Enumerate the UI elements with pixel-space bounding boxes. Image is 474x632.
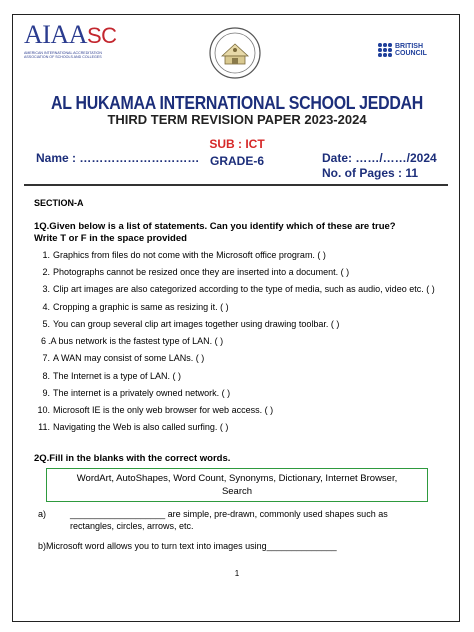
statement-number: 6 (40, 336, 46, 347)
statement-text[interactable]: .A bus network is the fastest type of LAN. ( ) (48, 336, 224, 347)
statement-text[interactable]: Graphics from files do not come with the Microsoft office program. ( ) (53, 250, 326, 260)
grade-label: GRADE-6 (209, 154, 264, 168)
aiaasc-logo-suffix: SC (87, 23, 117, 48)
statement-number: 9. (42, 387, 50, 398)
question-1-title-line2: Write T or F in the space provided (34, 233, 187, 244)
british-council-logo (378, 40, 448, 60)
statement-item (34, 336, 454, 347)
statement-number: 10. (37, 404, 50, 415)
fill-a-label: a) (38, 509, 47, 519)
statement-text[interactable]: You can group several clip art images together using drawing toolbar. ( ) (53, 319, 340, 330)
question-2-title: 2Q.Fill in the blanks with the correct words. (34, 453, 231, 464)
statement-item (34, 319, 454, 330)
statement-item (34, 302, 454, 313)
statement-text[interactable]: The Internet is a type of LAN. ( ) (53, 370, 182, 381)
statement-text[interactable]: Microsoft IE is the only web browser for web access. ( ) (53, 404, 274, 415)
statement-list (34, 250, 454, 439)
statement-item (34, 353, 454, 364)
school-name: AL HUKAMAA INTERNATIONAL SCHOOL JEDDAH (50, 92, 424, 113)
word-bank-box (46, 468, 428, 502)
statement-text[interactable]: A WAN may consist of some LANs. ( ) (53, 353, 205, 364)
aiaasc-logo-subtitle-2: ASSOCIATION OF SCHOOLS AND COLLEGES (24, 55, 102, 60)
paper-title: THIRD TERM REVISION PAPER 2023-2024 (107, 112, 367, 127)
statement-number: 11. (38, 421, 50, 432)
statement-item (34, 422, 454, 433)
aiaasc-logo-subtitle-1: AMERICAN INTERNATIONAL ACCREDITATION (24, 51, 102, 55)
statement-item (34, 267, 454, 278)
statement-number: 8. (42, 370, 50, 381)
question-1-title-line1: 1Q.Given below is a list of statements. Can you identify which of these are true? (34, 221, 396, 232)
statement-number: 2. (42, 267, 50, 278)
british-council-line2: COUNCIL (395, 50, 427, 57)
british-council-line1: BRITISH (395, 42, 423, 50)
aiaasc-logo (24, 22, 134, 72)
fill-a-line1: ___________________ are simple, pre-drawn, commonly used shapes such as (70, 509, 388, 519)
statement-number: 5. (42, 319, 50, 330)
school-seal-icon (208, 26, 262, 80)
name-field[interactable]: Name : ………………………… (36, 151, 200, 165)
statement-number: 4. (42, 302, 50, 313)
subject-label: SUB : ICT (209, 137, 265, 151)
fill-a-text[interactable] (70, 509, 450, 532)
statement-number: 7. (42, 353, 50, 364)
aiaasc-logo-main: AIAA (24, 20, 87, 49)
statement-number: 1. (42, 250, 50, 260)
page-number: 1 (234, 569, 240, 578)
statement-text[interactable]: Navigating the Web is also called surfing. ( ) (53, 421, 229, 432)
british-council-dots-icon (378, 43, 392, 57)
pages-count: No. of Pages : 11 (322, 166, 419, 180)
word-bank-line1: WordArt, AutoShapes, Word Count, Synonyms, Dictionary, Internet Browser, (76, 473, 398, 484)
date-field[interactable]: Date: ……/……/2024 (322, 151, 437, 165)
statement-text[interactable]: The internet is a privately owned network. ( ) (53, 387, 231, 398)
statement-item (34, 371, 454, 382)
statement-item (34, 388, 454, 399)
header-divider (24, 184, 448, 186)
statement-item (34, 250, 454, 261)
question-1-title (34, 221, 444, 245)
statement-text[interactable]: Photographs cannot be resized once they are inserted into a document. ( ) (53, 267, 350, 278)
word-bank-line2: Search (221, 486, 253, 497)
statement-text[interactable]: Clip art images are also categorized according to the type of media, such as audio, video etc. ( ) (53, 284, 435, 295)
statement-item (34, 284, 454, 297)
fill-b-text[interactable]: b)Microsoft word allows you to turn text into images using______________ (38, 541, 337, 551)
statement-text[interactable]: Cropping a graphic is same as resizing it. ( ) (53, 302, 229, 313)
section-heading: SECTION-A (34, 198, 84, 208)
statement-number: 3. (42, 284, 50, 295)
statement-item (34, 405, 454, 416)
fill-a-line2: rectangles, circles, arrows, etc. (70, 520, 194, 531)
